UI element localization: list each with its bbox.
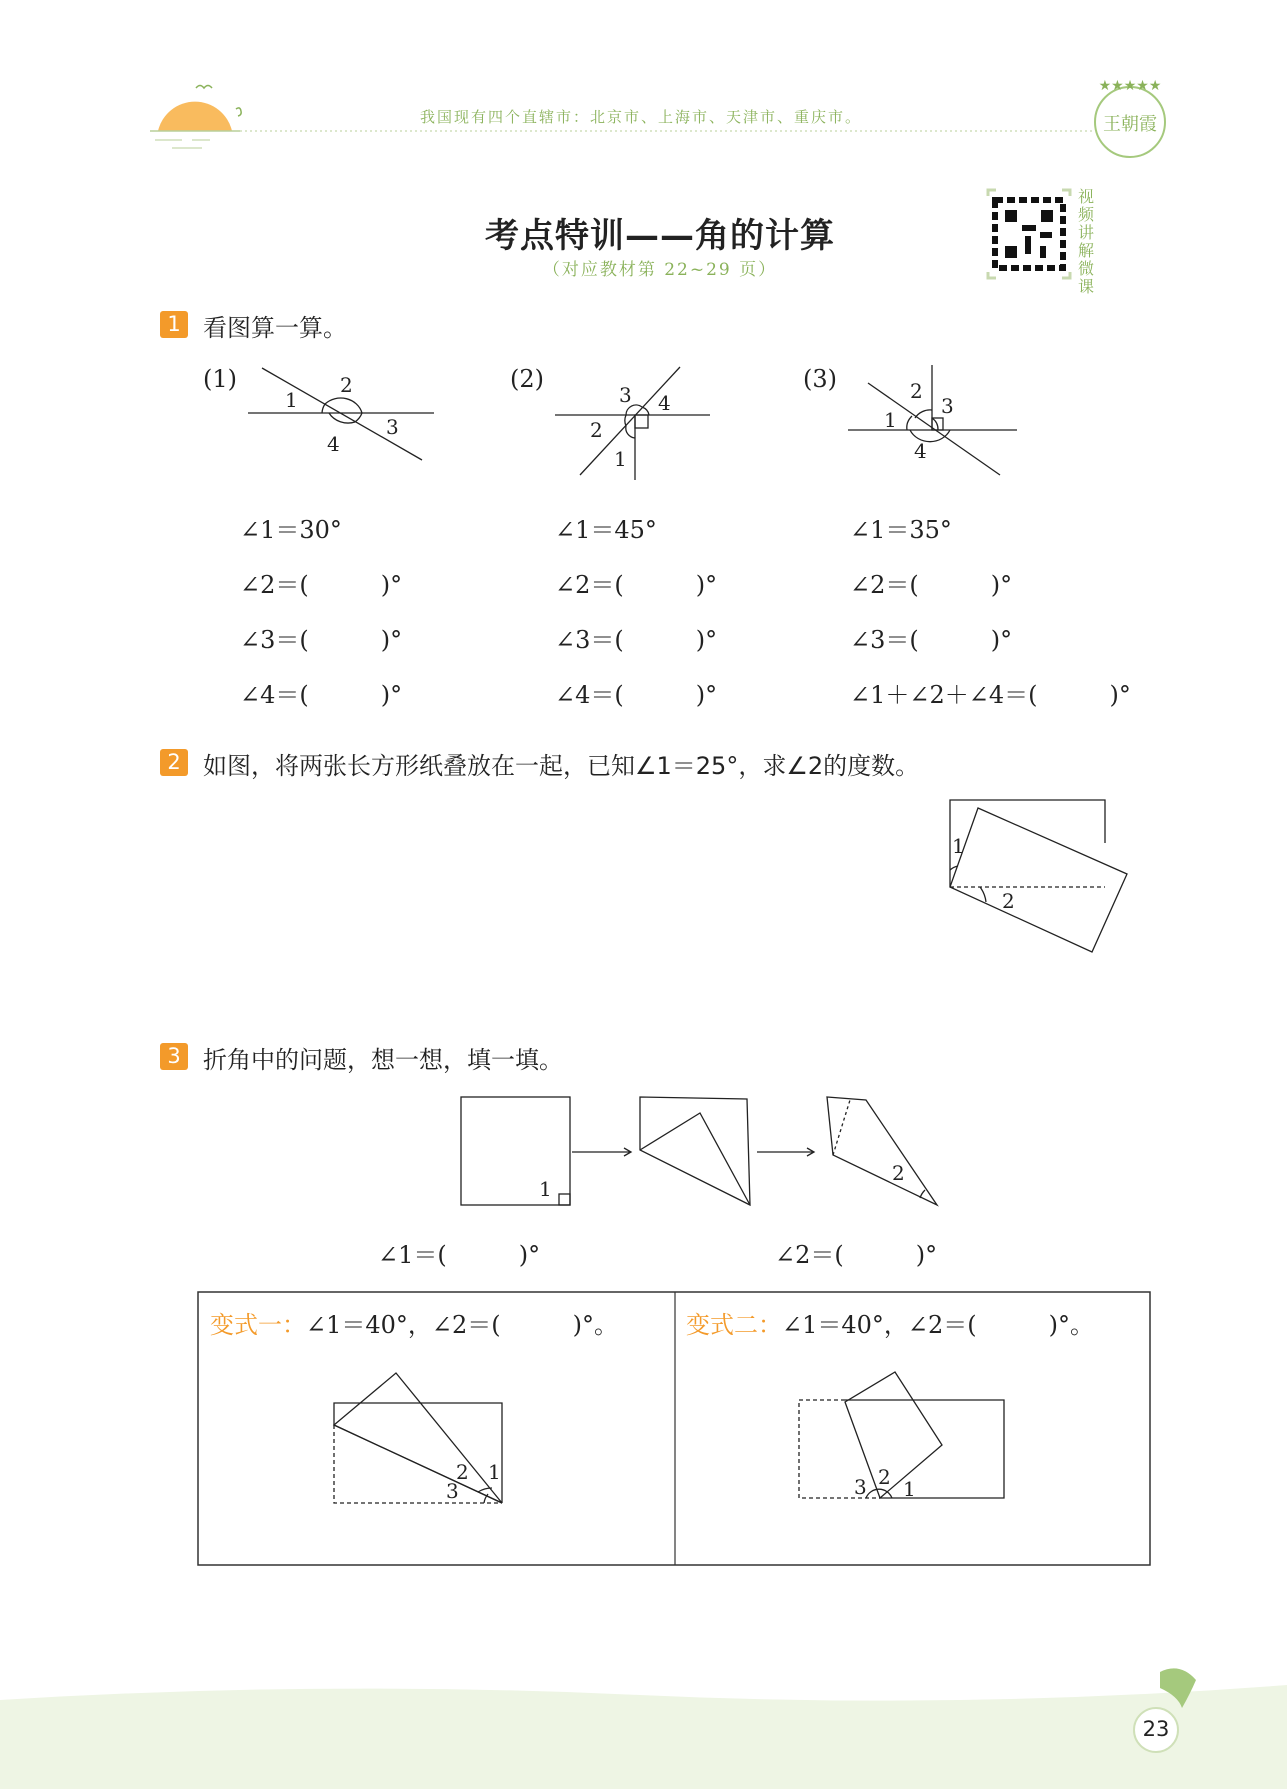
fig2-line-2[interactable]: ∠2＝( )° <box>555 571 718 599</box>
page-subtitle: （对应教材第 22~29 页） <box>542 260 778 280</box>
fig1-line-3[interactable]: ∠3＝( )° <box>240 626 403 654</box>
svg-text:1: 1 <box>285 388 298 412</box>
svg-text:2: 2 <box>590 418 603 442</box>
svg-text:★★★★★: ★★★★★ <box>1098 78 1162 94</box>
q2-figure <box>950 800 1127 952</box>
fig3-line-4[interactable]: ∠1＋∠2＋∠4＝( )° <box>850 681 1131 709</box>
svg-text:2: 2 <box>878 1465 891 1489</box>
figure-2-label: (2) <box>510 365 544 393</box>
variant-1-label: 变式一： <box>210 1311 306 1339</box>
variant-2-text: ∠1＝40°，∠2＝( )°。 <box>782 1311 1095 1339</box>
figure-1-label: (1) <box>203 365 237 393</box>
svg-text:3: 3 <box>619 383 632 407</box>
svg-text:1: 1 <box>539 1177 552 1201</box>
svg-text:1: 1 <box>884 408 897 432</box>
variant-2[interactable] <box>686 1305 1094 1340</box>
svg-text:王朝霞: 王朝霞 <box>1103 114 1157 135</box>
brand-logo <box>1095 78 1165 157</box>
fig1-line-1: ∠1＝30° <box>240 516 342 544</box>
question-badge-3: 3 <box>160 1043 188 1070</box>
q1-angle-labels <box>285 373 954 471</box>
q3-fold-figures <box>461 1097 937 1205</box>
svg-text:2: 2 <box>892 1161 905 1185</box>
fig3-line-3[interactable]: ∠3＝( )° <box>850 626 1013 654</box>
svg-text:2: 2 <box>456 1460 469 1484</box>
svg-text:2: 2 <box>340 373 353 397</box>
variant-1-figure <box>334 1373 502 1503</box>
question-badge-1: 1 <box>160 311 188 338</box>
fig2-line-1: ∠1＝45° <box>555 516 657 544</box>
svg-text:1: 1 <box>614 447 627 471</box>
page-title: 考点特训——角的计算 <box>485 216 835 256</box>
question-1-text: 看图算一算。 <box>203 314 347 342</box>
svg-text:3: 3 <box>941 394 954 418</box>
svg-text:4: 4 <box>914 439 927 463</box>
svg-text:2: 2 <box>1002 889 1015 913</box>
svg-text:1: 1 <box>903 1477 916 1501</box>
fig3-line-2[interactable]: ∠2＝( )° <box>850 571 1013 599</box>
svg-text:3: 3 <box>446 1479 459 1503</box>
q3-answer-1[interactable]: ∠1＝( )° <box>378 1241 541 1269</box>
fig3-line-1: ∠1＝35° <box>850 516 952 544</box>
variant-2-label: 变式二： <box>686 1311 782 1339</box>
page-number: 23 <box>1142 1717 1170 1741</box>
qr-caption: 视频讲解微课 <box>1078 187 1095 296</box>
q1-figure-3 <box>848 365 1017 475</box>
fig1-line-2[interactable]: ∠2＝( )° <box>240 571 403 599</box>
fig2-line-4[interactable]: ∠4＝( )° <box>555 681 718 709</box>
svg-text:4: 4 <box>327 432 340 456</box>
svg-text:4: 4 <box>658 391 671 415</box>
fig2-line-3[interactable]: ∠3＝( )° <box>555 626 718 654</box>
svg-text:1: 1 <box>952 834 965 858</box>
variant-2-figure <box>799 1372 1004 1501</box>
svg-text:1: 1 <box>488 1460 501 1484</box>
q3-answer-2[interactable]: ∠2＝( )° <box>775 1241 938 1269</box>
fig1-line-4[interactable]: ∠4＝( )° <box>240 681 403 709</box>
svg-text:3: 3 <box>386 415 399 439</box>
question-2-text: 如图，将两张长方形纸叠放在一起，已知∠1＝25°，求∠2的度数。 <box>203 752 920 780</box>
figure-3-label: (3) <box>803 365 837 393</box>
svg-text:2: 2 <box>910 379 923 403</box>
footer-wave <box>0 1685 1287 1789</box>
question-badge-2: 2 <box>160 749 188 776</box>
header-fact: 我国现有四个直辖市：北京市、上海市、天津市、重庆市。 <box>420 108 863 126</box>
question-3-text: 折角中的问题，想一想，填一填。 <box>203 1046 563 1074</box>
variant-1-text: ∠1＝40°，∠2＝( )°。 <box>306 1311 619 1339</box>
sun-icon <box>150 86 241 149</box>
svg-text:3: 3 <box>854 1475 867 1499</box>
q1-figure-2 <box>555 367 710 480</box>
variant-1[interactable] <box>210 1305 618 1340</box>
